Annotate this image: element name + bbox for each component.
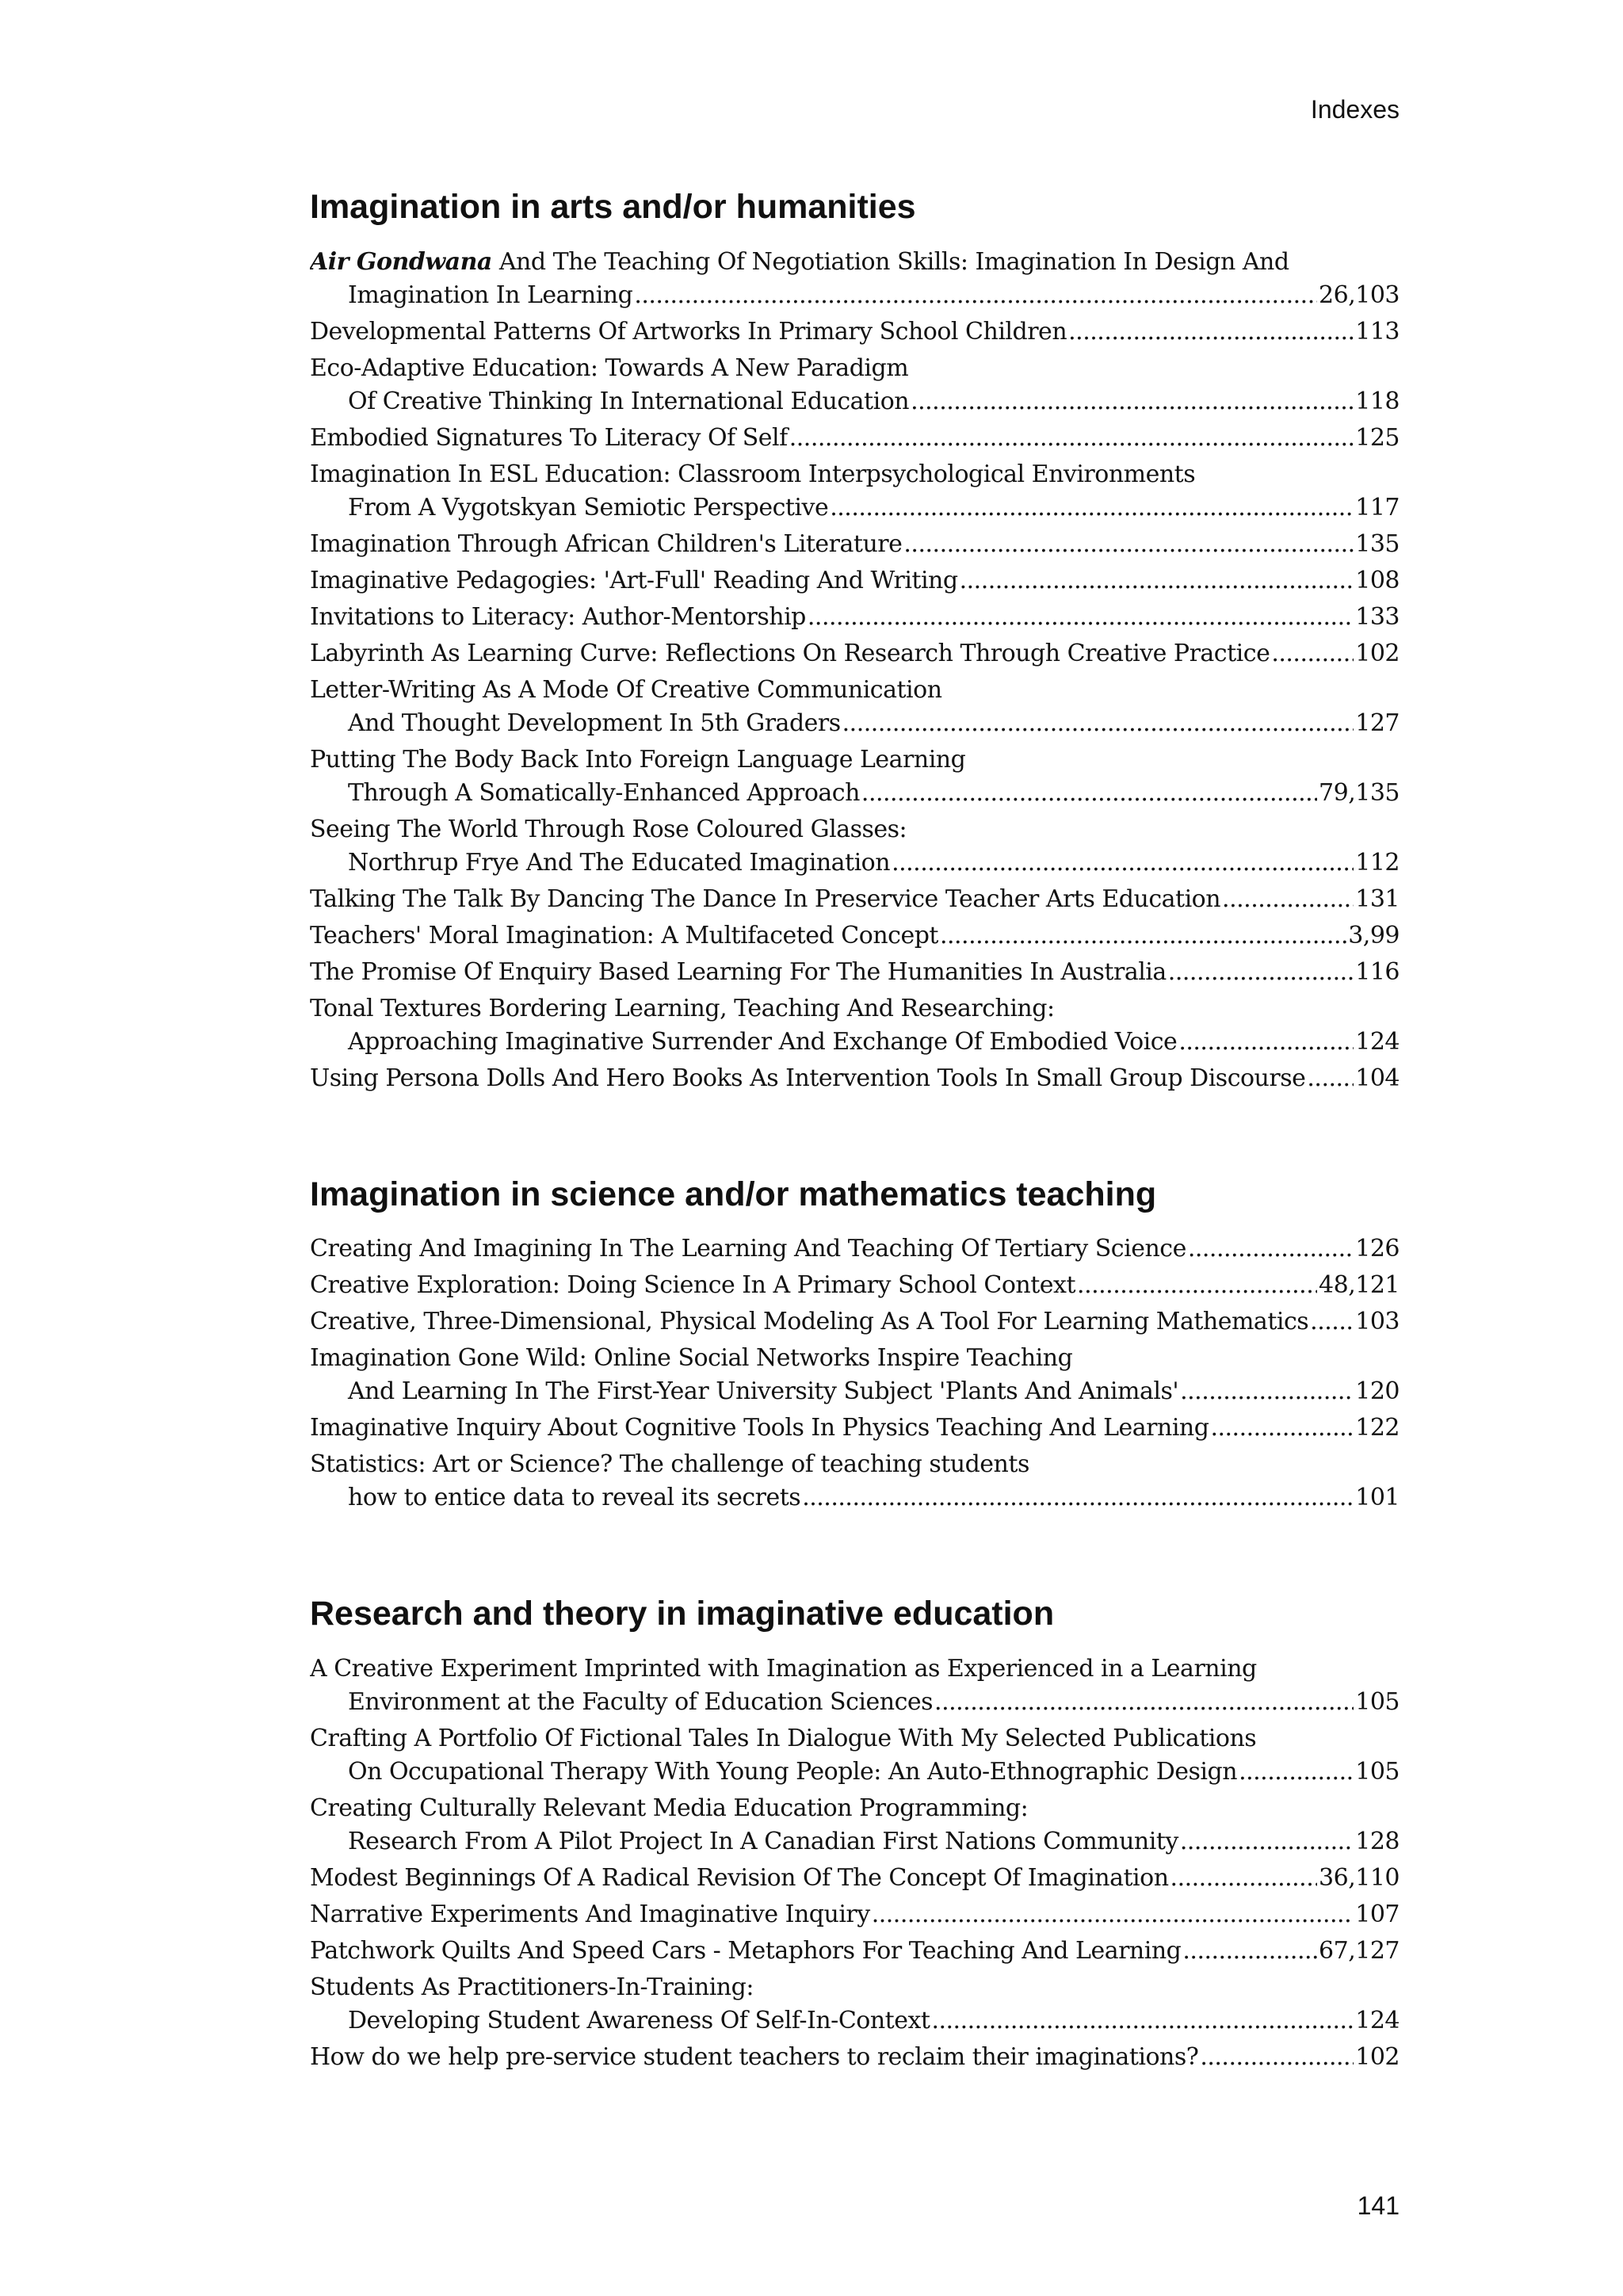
entry-title-text: Northrup Frye And The Educated Imagination [348,848,891,877]
index-entry [310,1652,1400,1719]
entry-title-text: Through A Somatically-Enhanced Approach [348,778,860,807]
entry-line [310,1722,1400,1755]
entry-pages: 118 [1355,387,1400,415]
entry-title [348,1481,800,1515]
entry-title [348,846,890,880]
entry-title-text: Letter-Writing As A Mode Of Creative Communication [310,675,942,704]
dot-leader [1310,1305,1354,1339]
entry-title [348,279,632,312]
index-entry [310,1448,1400,1515]
entry-title [310,1344,1072,1372]
entry-line [310,1269,1400,1302]
index-entry [310,919,1400,953]
index-entry [310,1971,1400,2038]
index-entry [310,1412,1400,1445]
entry-pages: 113 [1355,317,1400,346]
index-entry [310,1722,1400,1789]
entry-title-text: Creating Culturally Relevant Media Education Programming: [310,1794,1029,1822]
dot-leader [808,601,1354,634]
entry-emphasis: Air Gondwana [310,247,492,276]
entry-title-text: Crafting A Portfolio Of Fictional Tales In Dialogue With My Selected Publications [310,1724,1257,1752]
dot-leader [1077,1269,1317,1302]
index-entry [310,1269,1400,1302]
dot-leader [789,422,1354,455]
entry-line [310,564,1400,598]
dot-leader [842,707,1354,740]
dot-leader [1182,1935,1317,1968]
entry-list [310,1652,1400,2074]
entry-title-text: Eco-Adaptive Education: Towards A New Paradigm [310,353,909,382]
entry-pages: 135 [1355,529,1400,558]
entry-line [310,919,1400,953]
entry-pages: 104 [1355,1064,1400,1092]
entry-line [310,246,1400,279]
entry-title [348,1026,1177,1059]
entry-pages: 122 [1355,1414,1400,1442]
entry-title-text: Creating And Imagining In The Learning And Teaching Of Tertiary Science [310,1235,1186,1263]
dot-leader [1271,637,1354,670]
entry-line [310,385,1400,418]
entry-title [310,1862,1169,1895]
entry-pages: 105 [1355,1687,1400,1716]
entry-line [310,2041,1400,2074]
entry-title-text: And Learning In The First-Year University Subject 'Plants And Animals' [348,1377,1179,1406]
entry-line [310,352,1400,385]
entry-title [348,491,828,525]
entry-title [310,746,965,774]
entry-title [310,1655,1257,1683]
entry-line [310,1935,1400,1968]
entry-pages: 26,103 [1319,281,1400,309]
entry-line [310,956,1400,989]
dot-leader [802,1481,1354,1515]
entry-pages: 112 [1355,848,1400,877]
dot-leader [1188,1232,1354,1266]
entry-title [348,1825,1178,1859]
entry-title [310,1935,1181,1968]
entry-title-text: Developmental Patterns Of Artworks In Primary School Children [310,317,1067,346]
entry-title [310,1898,870,1931]
entry-line [310,458,1400,491]
entry-pages: 103 [1355,1308,1400,1336]
entry-list [310,1232,1400,1515]
entry-title [310,1973,754,2001]
index-entry [310,992,1400,1059]
entry-title-text: A Creative Experiment Imprinted with Imagination as Experienced in a Learning [310,1654,1257,1683]
index-entry [310,246,1400,312]
dot-leader [940,919,1346,953]
entry-line [310,1825,1400,1859]
entry-title [310,2041,1198,2074]
index-entry [310,458,1400,525]
dot-leader [960,564,1354,598]
entry-pages: 105 [1355,1757,1400,1786]
entry-title-text: Statistics: Art or Science? The challenge of teaching students [310,1450,1029,1479]
index-entry [310,1342,1400,1408]
index-entry [310,528,1400,561]
entry-title [310,528,902,561]
entry-title-text: Tonal Textures Bordering Learning, Teaching And Researching: [310,994,1055,1022]
dot-leader [1180,1375,1354,1408]
page-number: 141 [1357,2191,1400,2220]
entry-line [310,1971,1400,2004]
entry-line [310,1448,1400,1481]
entry-line [310,1792,1400,1825]
entry-title-text: Imagination In Learning [348,281,633,309]
entry-title-text: Modest Beginnings Of A Radical Revision Of The Concept Of Imagination [310,1863,1169,1892]
entry-line [310,813,1400,846]
entry-title [310,1725,1256,1752]
entry-title [310,422,788,455]
entry-title-text: Narrative Experiments And Imaginative Inquiry [310,1900,870,1928]
entry-line [310,422,1400,455]
dot-leader [861,777,1317,810]
index-entry [310,637,1400,670]
entry-title-text: Developing Student Awareness Of Self-In-Context [348,2006,930,2034]
entry-line [310,1652,1400,1686]
index-entry [310,1935,1400,1968]
dot-leader [1068,315,1354,349]
entry-line [310,528,1400,561]
entry-title [310,1269,1075,1302]
entry-title [310,248,1289,276]
dot-leader [830,491,1354,525]
dot-leader [892,846,1354,880]
entry-pages: 125 [1355,423,1400,452]
entry-title [310,1450,1029,1478]
entry-pages: 3,99 [1348,921,1400,949]
entry-title-text: how to entice data to reveal its secrets [348,1484,801,1512]
entry-line [310,1481,1400,1515]
entry-line [310,707,1400,740]
entry-title-text: Invitations to Literacy: Author-Mentorship [310,602,806,631]
index-entry [310,422,1400,455]
entry-line [310,315,1400,349]
entry-pages: 48,121 [1319,1271,1400,1300]
section-title: Imagination in arts and/or humanities [310,188,916,226]
entry-title-text: Research From A Pilot Project In A Canadian First Nations Community [348,1827,1178,1855]
index-entry [310,352,1400,418]
entry-title-text: The Promise Of Enquiry Based Learning For The Humanities In Australia [310,957,1167,986]
entry-line [310,883,1400,916]
entry-line [310,1412,1400,1445]
entry-line [310,1686,1400,1719]
entry-title-text: How do we help pre-service student teachers to reclaim their imaginations? [310,2042,1199,2071]
index-entry [310,674,1400,740]
index-section [310,187,1400,1095]
entry-line [310,1232,1400,1266]
index-entry [310,1305,1400,1339]
entry-title-text: Seeing The World Through Rose Coloured Glasses: [310,815,907,843]
index-entry [310,1792,1400,1859]
running-head: Indexes [1310,95,1400,124]
entry-pages: 101 [1355,1484,1400,1512]
entry-title-text: Approaching Imaginative Surrender And Exchange Of Embodied Voice [348,1027,1178,1056]
entry-pages: 102 [1355,639,1400,667]
entry-title-text: Patchwork Quilts And Speed Cars - Metaphors For Teaching And Learning [310,1936,1182,1965]
index-entry [310,601,1400,634]
index-entry [310,1898,1400,1931]
index-entry [310,743,1400,810]
entry-title-text: Using Persona Dolls And Hero Books As Intervention Tools In Small Group Discourse [310,1064,1306,1092]
section-title: Imagination in science and/or mathematics teaching [310,1175,1157,1213]
entry-title [310,1794,1028,1822]
entry-title-text: Imaginative Pedagogies: 'Art-Full' Reading And Writing [310,566,958,594]
entry-title [310,883,1220,916]
entry-pages: 36,110 [1319,1863,1400,1892]
dot-leader [634,279,1317,312]
entry-title-text: On Occupational Therapy With Young People: An Auto-Ethnographic Design [348,1757,1238,1786]
entry-title [310,1062,1305,1095]
entry-line [310,674,1400,707]
entry-title [310,1412,1209,1445]
dot-leader [911,385,1354,418]
dot-leader [931,2004,1354,2038]
entry-title-text: Environment at the Faculty of Education Sciences [348,1687,934,1716]
entry-pages: 128 [1355,1827,1400,1855]
entry-pages: 108 [1355,566,1400,594]
entry-title-text: Putting The Body Back Into Foreign Language Learning [310,745,966,774]
entry-line [310,992,1400,1026]
entry-pages: 131 [1355,884,1400,913]
entry-title-text: And The Teaching Of Negotiation Skills: Imagination In Design And [491,247,1289,276]
entry-title [310,1305,1308,1339]
entry-pages: 126 [1355,1235,1400,1263]
entry-line [310,1062,1400,1095]
entry-line [310,1342,1400,1375]
entry-title [348,777,860,810]
index-entry [310,1062,1400,1095]
entry-pages: 67,127 [1319,1936,1400,1965]
entry-line [310,846,1400,880]
entry-title-text: Imagination Through African Children's Literature [310,529,903,558]
entry-title [310,315,1067,349]
entry-title-text: Teachers' Moral Imagination: A Multifaceted Concept [310,921,938,949]
entry-title [310,601,806,634]
dot-leader [1222,883,1354,916]
dot-leader [934,1686,1354,1719]
dot-leader [1168,956,1354,989]
index-entry [310,564,1400,598]
entry-title [348,707,841,740]
entry-title [310,460,1195,488]
index-entry [310,1862,1400,1895]
entry-title-text: Students As Practitioners-In-Training: [310,1973,754,2001]
entry-line [310,1305,1400,1339]
entry-line [310,637,1400,670]
entry-title-text: Creative Exploration: Doing Science In A Primary School Context [310,1271,1076,1300]
entry-title-text: Talking The Talk By Dancing The Dance In Preservice Teacher Arts Education [310,884,1221,913]
entry-title [310,816,907,843]
entry-title [348,1375,1178,1408]
entry-title-text: Imagination Gone Wild: Online Social Networks Inspire Teaching [310,1344,1073,1373]
dot-leader [1210,1412,1354,1445]
entry-title [310,354,908,382]
entry-title-text: Imaginative Inquiry About Cognitive Tools In Physics Teaching And Learning [310,1414,1209,1442]
entry-title [310,956,1167,989]
entry-pages: 124 [1355,2006,1400,2034]
entry-list [310,246,1400,1095]
entry-pages: 116 [1355,957,1400,986]
entry-title [310,919,938,953]
dot-leader [1200,2041,1354,2074]
entry-line [310,1755,1400,1789]
index-entry [310,315,1400,349]
entry-title [310,637,1270,670]
index-entry [310,2041,1400,2074]
dot-leader [1178,1026,1354,1059]
entry-title-text: Labyrinth As Learning Curve: Reflections On Research Through Creative Practice [310,639,1270,667]
entry-title-text: Creative, Three-Dimensional, Physical Modeling As A Tool For Learning Mathematics [310,1308,1309,1336]
entry-title [348,1686,933,1719]
entry-pages: 120 [1355,1377,1400,1406]
entry-pages: 107 [1355,1900,1400,1928]
entry-line [310,777,1400,810]
dot-leader [1170,1862,1317,1895]
index-section [310,1594,1400,2074]
dot-leader [872,1898,1354,1931]
entry-title [310,676,942,704]
entry-line [310,601,1400,634]
entry-pages: 102 [1355,2042,1400,2071]
entry-title [348,385,909,418]
index-entry [310,883,1400,916]
entry-pages: 133 [1355,602,1400,631]
entry-pages: 127 [1355,709,1400,737]
entry-title [310,1232,1186,1266]
entry-line [310,1026,1400,1059]
entry-title-text: From A Vygotskyan Semiotic Perspective [348,493,829,521]
index-content [310,187,1400,2077]
entry-line [310,279,1400,312]
entry-pages: 79,135 [1319,778,1400,807]
entry-line [310,1862,1400,1895]
entry-pages: 124 [1355,1027,1400,1056]
index-section [310,1175,1400,1515]
entry-line [310,743,1400,777]
dot-leader [1239,1755,1354,1789]
entry-line [310,2004,1400,2038]
entry-title-text: And Thought Development In 5th Graders [348,709,841,737]
dot-leader [1307,1062,1354,1095]
dot-leader [903,528,1354,561]
entry-line [310,1375,1400,1408]
index-entry [310,1232,1400,1266]
entry-pages: 117 [1355,493,1400,521]
entry-line [310,491,1400,525]
entry-line [310,1898,1400,1931]
entry-title [310,995,1055,1022]
entry-title-text: Imagination In ESL Education: Classroom Interpsychological Environments [310,460,1196,488]
entry-title [310,564,958,598]
section-title: Research and theory in imaginative education [310,1595,1055,1633]
entry-title-text: Embodied Signatures To Literacy Of Self [310,423,788,452]
index-entry [310,956,1400,989]
dot-leader [1180,1825,1354,1859]
entry-title-text: Of Creative Thinking In International Education [348,387,910,415]
entry-title [348,2004,930,2038]
index-entry [310,813,1400,880]
entry-title [348,1755,1237,1789]
